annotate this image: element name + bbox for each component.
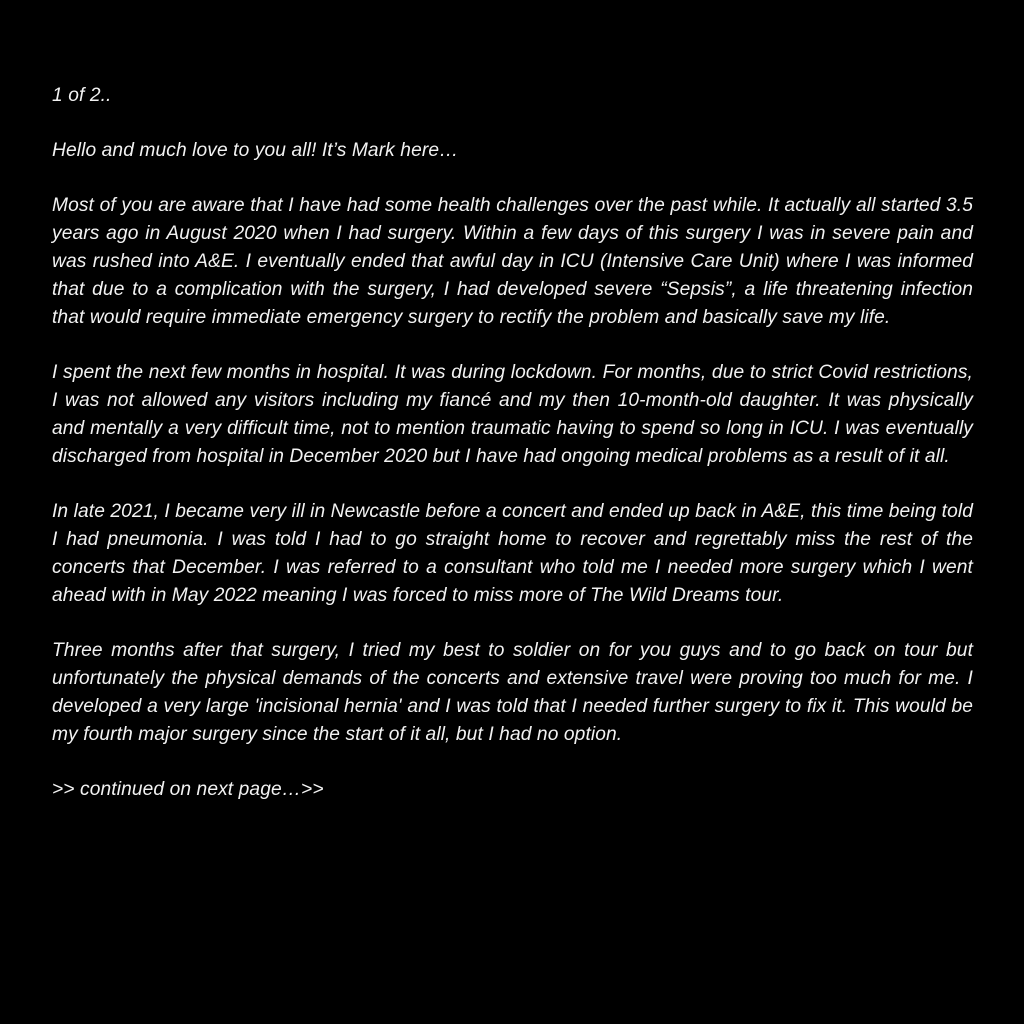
greeting-line: Hello and much love to you all! It’s Mark here… xyxy=(52,140,459,161)
statement-text-block xyxy=(52,82,973,804)
statement-paragraph-4: Three months after that surgery, I tried my best to soldier on for you guys and to go back on tour but unfortunately the physical demands of the concerts and extensive travel were proving too much for me. I developed a very large 'incisional hernia' and I was told that I needed further surgery to fix it. This would be my fourth major surgery since the start of it all, but I had no option. xyxy=(52,640,973,745)
page-indicator: 1 of 2.. xyxy=(52,85,112,106)
statement-paragraph-3: In late 2021, I became very ill in Newcastle before a concert and ended up back in A&E, this time being told I had pneumonia. I was told I had to go straight home to recover and regrettably miss the rest of the concerts that December. I was referred to a consultant who told me I needed more surgery which I went ahead with in May 2022 meaning I was forced to miss more of The Wild Dreams tour. xyxy=(52,501,973,606)
statement-paragraph-1: Most of you are aware that I have had some health challenges over the past while. It actually all started 3.5 years ago in August 2020 when I had surgery. Within a few days of this surgery I was in severe pain and was rushed into A&E. I eventually ended that awful day in ICU (Intensive Care Unit) where I was informed that due to a complication with the surgery, I had developed severe “Sepsis”, a life threatening infection that would require immediate emergency surgery to rectify the problem and basically save my life. xyxy=(52,195,973,328)
continuation-note: >> continued on next page…>> xyxy=(52,779,324,800)
statement-paragraph-2: I spent the next few months in hospital. It was during lockdown. For months, due to strict Covid restrictions, I was not allowed any visitors including my fiancé and my then 10-month-old daughter. It was physically and mentally a very difficult time, not to mention traumatic having to spend so long in ICU. I was eventually discharged from hospital in December 2020 but I have had ongoing medical problems as a result of it all. xyxy=(52,362,973,467)
